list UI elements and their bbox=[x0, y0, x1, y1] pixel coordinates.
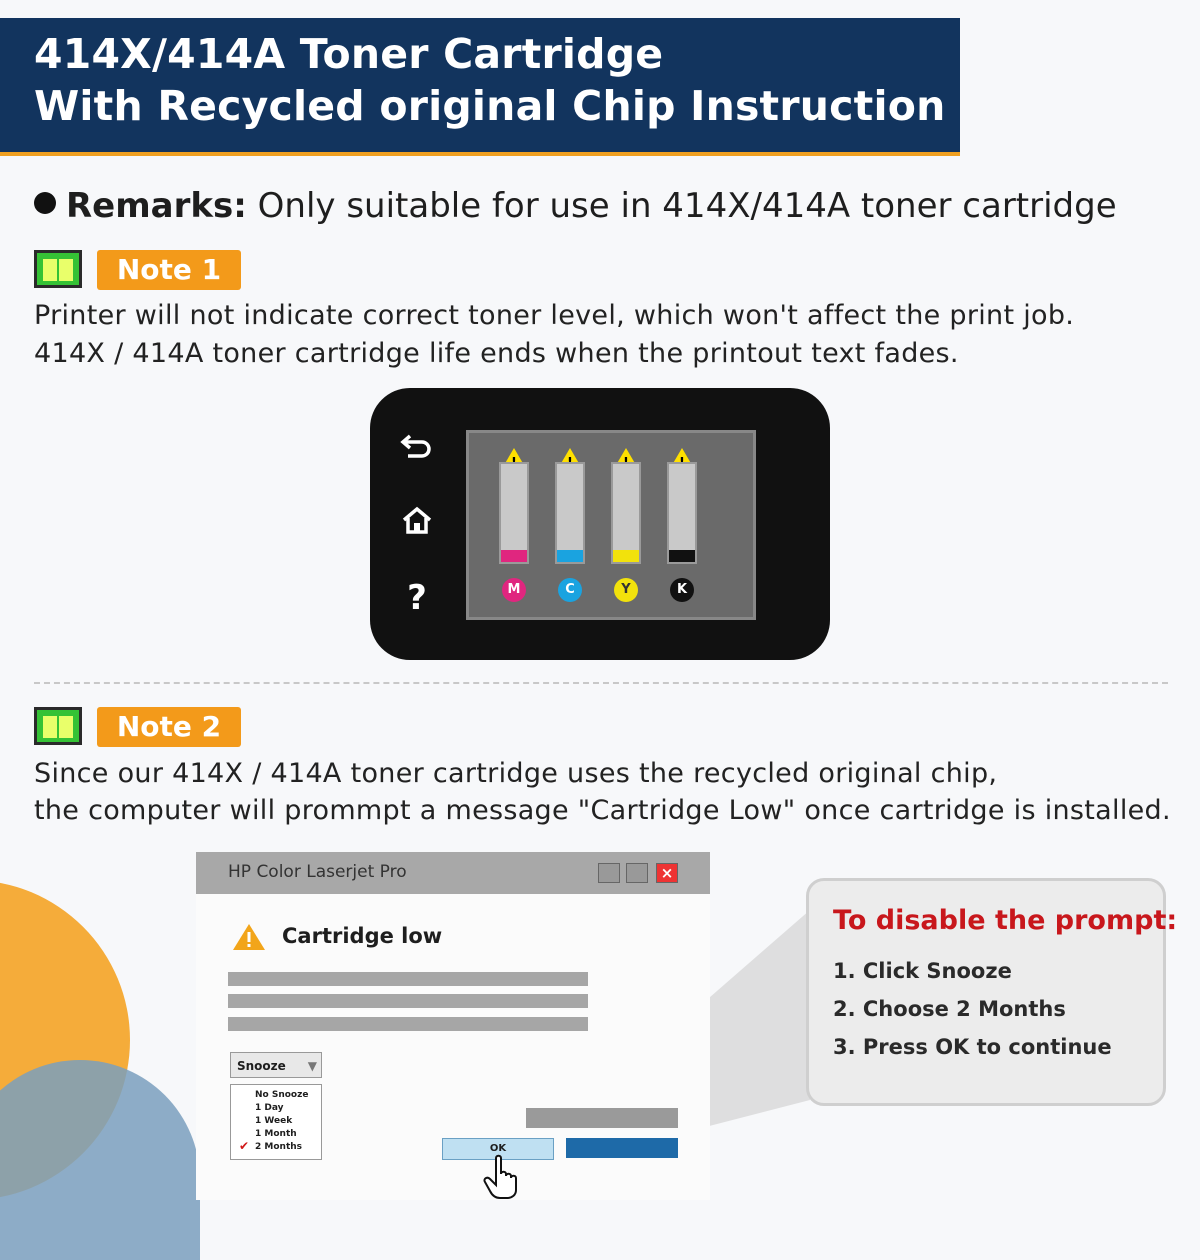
note1-text-line2: 414X / 414A toner cartridge life ends when the printout text fades. bbox=[34, 338, 959, 369]
snooze-label: Snooze bbox=[237, 1059, 286, 1073]
snooze-options-list bbox=[230, 1084, 322, 1160]
callout-title: To disable the prompt: bbox=[833, 905, 1178, 936]
toner-cartridge-c bbox=[555, 462, 585, 564]
toner-cartridge-m bbox=[499, 462, 529, 564]
remarks-label: Remarks: bbox=[66, 186, 247, 226]
toner-level-fill bbox=[501, 550, 527, 562]
toner-level-fill bbox=[669, 550, 695, 562]
toner-cartridge-y bbox=[611, 462, 641, 564]
toner-color-label: K bbox=[670, 578, 694, 602]
toner-level-fill bbox=[557, 550, 583, 562]
decorative-blue-shape bbox=[0, 1060, 200, 1260]
checkmark-icon: ✔ bbox=[239, 1139, 250, 1153]
remarks-line bbox=[34, 186, 1117, 226]
section-divider bbox=[34, 682, 1168, 684]
snooze-option[interactable]: 1 Day bbox=[255, 1103, 284, 1113]
minimize-button[interactable] bbox=[598, 863, 620, 883]
book-icon bbox=[34, 250, 82, 288]
remarks-text: Only suitable for use in 414X/414A toner cartridge bbox=[257, 186, 1117, 226]
snooze-option-selected[interactable] bbox=[239, 1139, 321, 1154]
toner-color-label: M bbox=[502, 578, 526, 602]
dialog-heading: Cartridge low bbox=[282, 924, 443, 948]
header-subtitle: With Recycled original Chip Instruction bbox=[34, 82, 946, 130]
toner-level-fill bbox=[613, 550, 639, 562]
toner-color-label: Y bbox=[614, 578, 638, 602]
note2-badge: Note 2 bbox=[97, 707, 241, 747]
ok-button[interactable]: OK bbox=[442, 1138, 554, 1160]
back-icon[interactable] bbox=[392, 430, 442, 468]
toner-color-label: C bbox=[558, 578, 582, 602]
step-3: 3. Press OK to continue bbox=[833, 1035, 1112, 1059]
dialog-title: HP Color Laserjet Pro bbox=[228, 862, 407, 882]
snooze-option[interactable]: No Snooze bbox=[255, 1090, 309, 1100]
step-1: 1. Click Snooze bbox=[833, 959, 1012, 983]
close-button[interactable]: × bbox=[656, 863, 678, 883]
cartridge-low-dialog bbox=[196, 852, 710, 1200]
bullet-icon bbox=[34, 192, 56, 214]
dialog-button[interactable] bbox=[566, 1138, 678, 1158]
book-icon bbox=[34, 707, 82, 745]
message-placeholder-bar bbox=[228, 972, 588, 986]
instructions-callout bbox=[806, 878, 1178, 1106]
warning-icon bbox=[232, 922, 266, 956]
note2-text-line2: the computer will prommpt a message "Cartridge Low" once cartridge is installed. bbox=[34, 795, 1171, 826]
snooze-dropdown[interactable] bbox=[230, 1052, 322, 1078]
header-title: 414X/414A Toner Cartridge bbox=[34, 30, 664, 78]
hand-cursor-icon bbox=[482, 1154, 524, 1204]
snooze-option-label: 2 Months bbox=[255, 1142, 303, 1152]
chevron-down-icon: ▼ bbox=[307, 1059, 317, 1073]
toner-cartridge-k bbox=[667, 462, 697, 564]
snooze-option[interactable]: 1 Month bbox=[255, 1129, 297, 1139]
note2-text-line1: Since our 414X / 414A toner cartridge uses the recycled original chip, bbox=[34, 758, 998, 789]
help-icon[interactable]: ? bbox=[407, 578, 427, 618]
header-banner bbox=[0, 18, 960, 156]
dialog-button[interactable] bbox=[526, 1108, 678, 1128]
step-2: 2. Choose 2 Months bbox=[833, 997, 1066, 1021]
message-placeholder-bar bbox=[228, 1017, 588, 1031]
note1-badge: Note 1 bbox=[97, 250, 241, 290]
home-icon[interactable] bbox=[392, 505, 442, 543]
message-placeholder-bar bbox=[228, 994, 588, 1008]
maximize-button[interactable] bbox=[626, 863, 648, 883]
snooze-option[interactable]: 1 Week bbox=[255, 1116, 293, 1126]
note1-text-line1: Printer will not indicate correct toner level, which won't affect the print job. bbox=[34, 300, 1075, 331]
